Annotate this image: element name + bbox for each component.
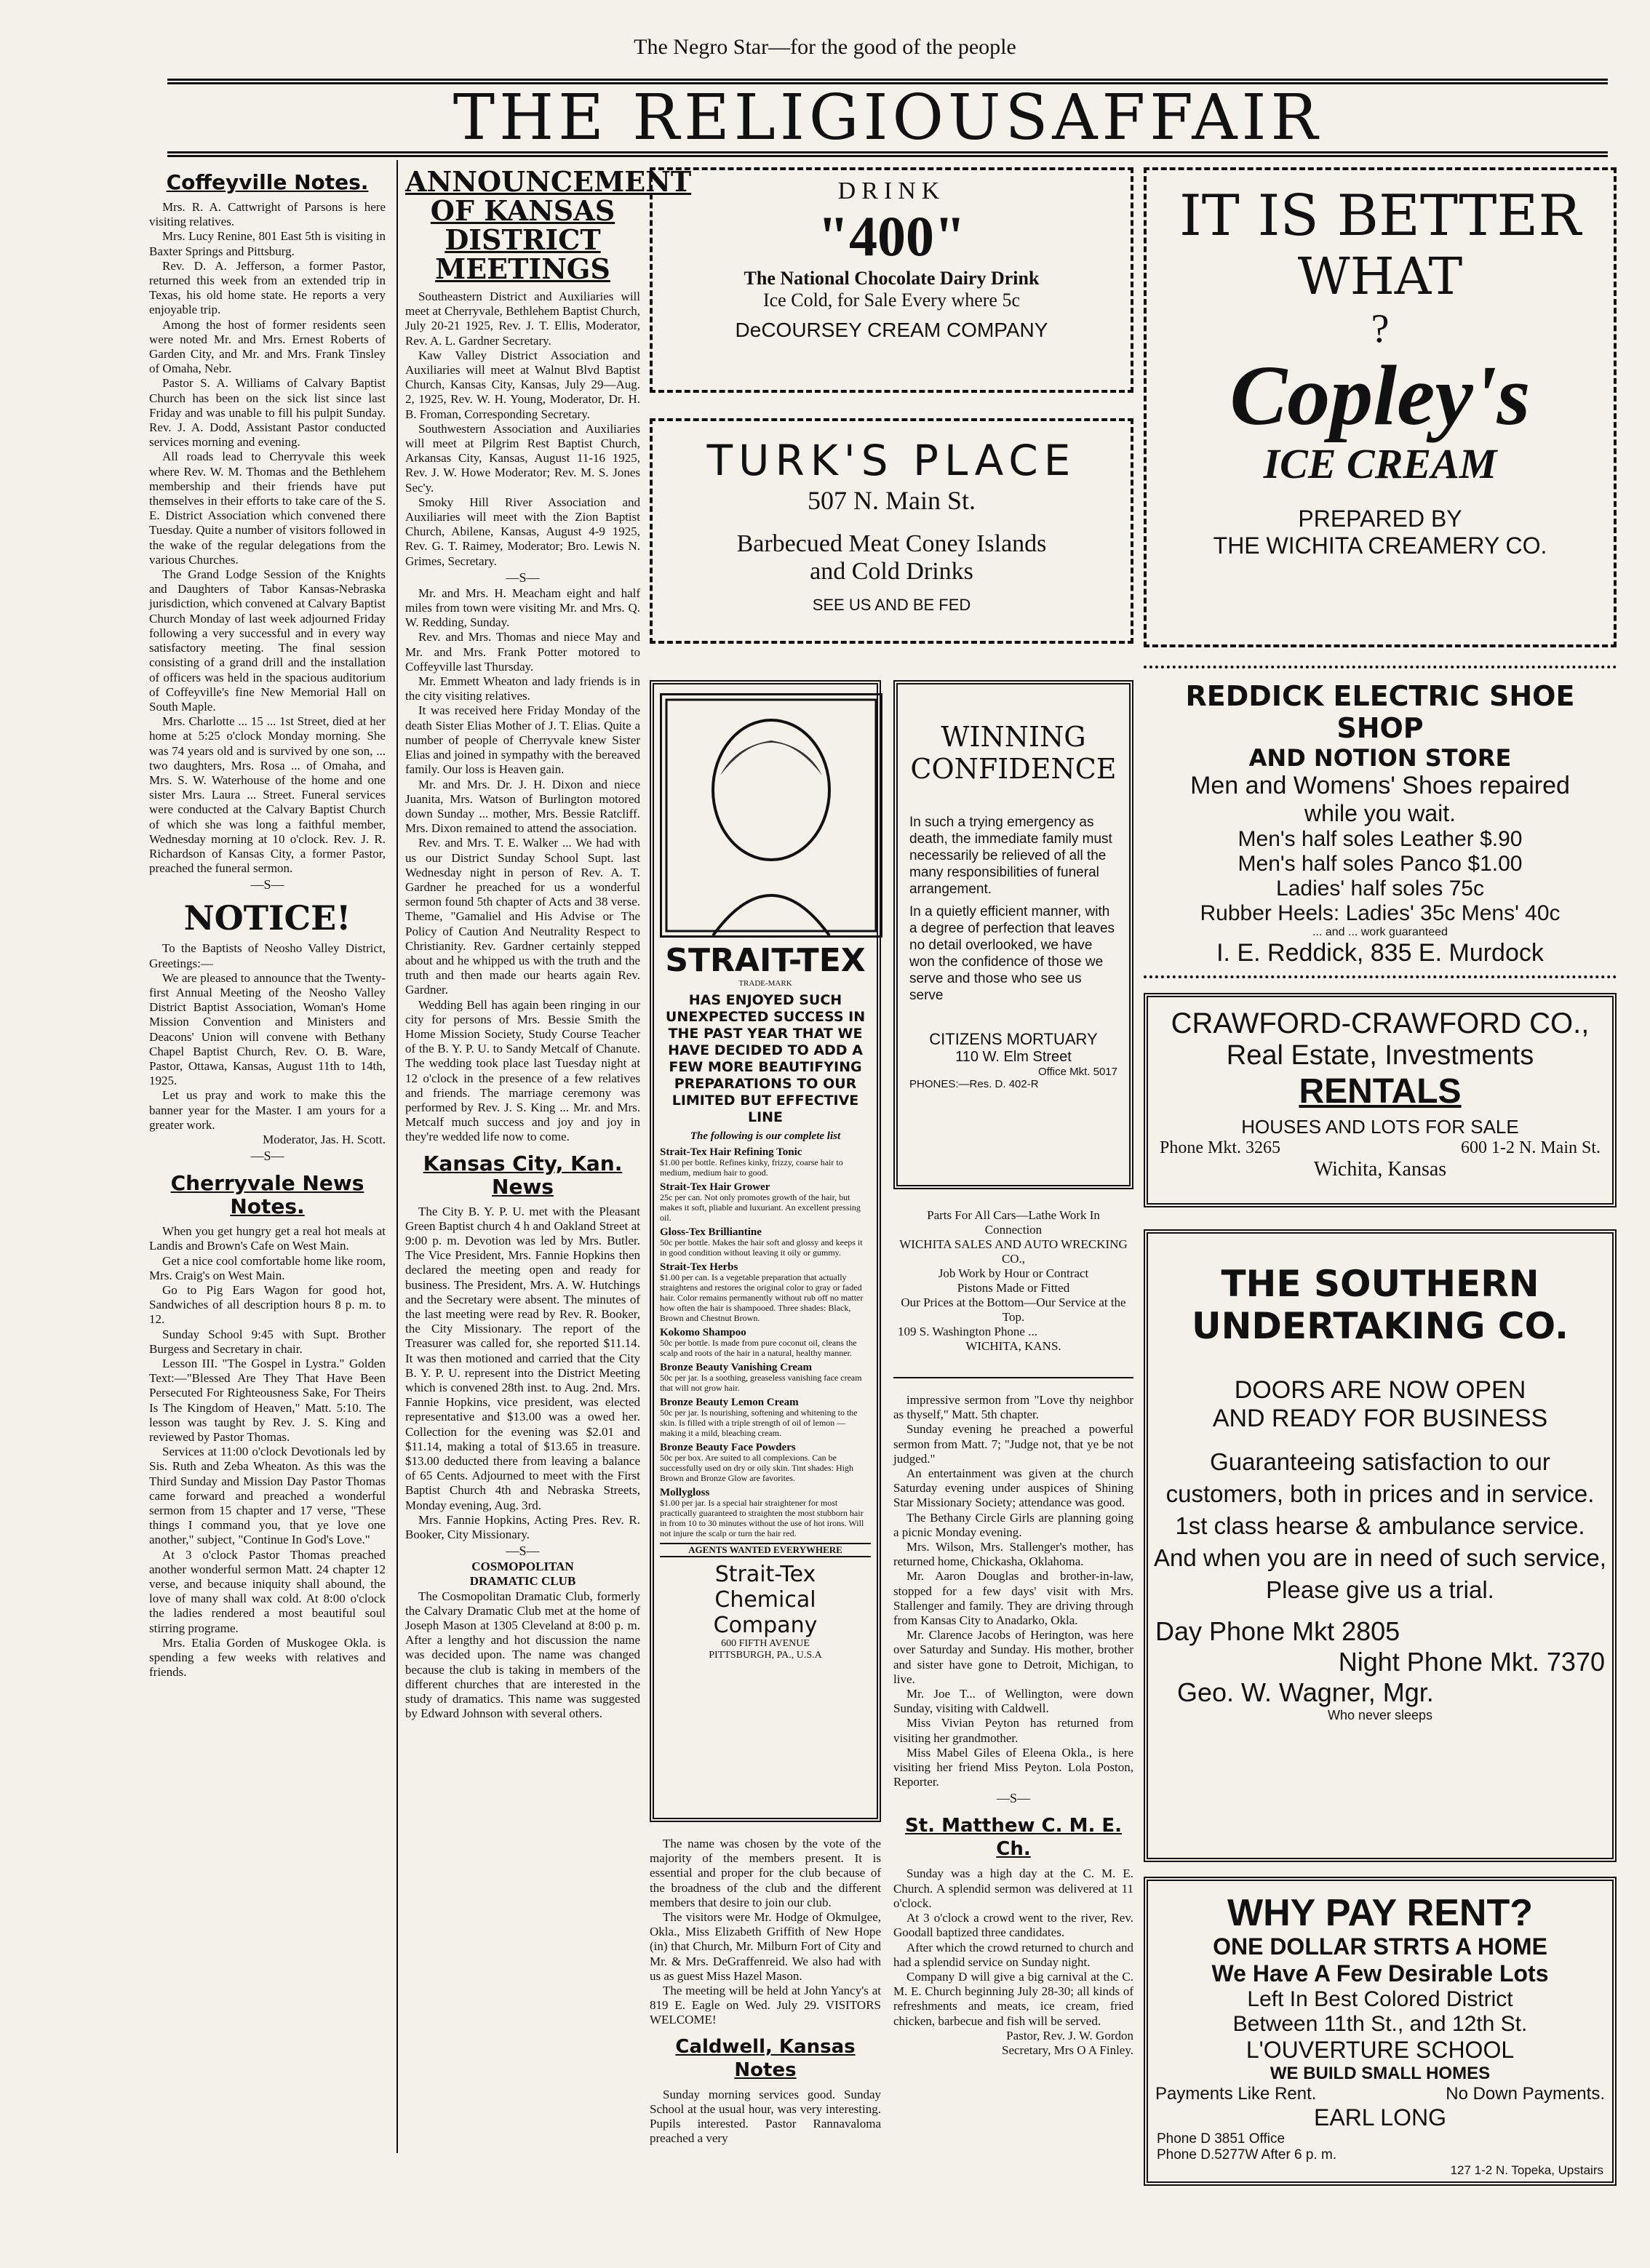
rent-contact-name: EARL LONG xyxy=(1314,2104,1446,2131)
paragraph: Services at 11:00 o'clock Devotionals led by Sis. Ruth and Zeba Wheaton. As this was the Third Sunday and Mission Day Pastor Thomas came forward and preached a wonderful sermon from 15 chapter and 17 verse, "These things I command you, that ye love one another," subject, "Continue In God's Love." xyxy=(149,1445,386,1547)
parts-line: Pistons Made or Fitted xyxy=(957,1281,1070,1295)
paragraph: Mr. Clarence Jacobs of Herington, was here over Saturday and Sunday. His mother, brother and sister have gone to Detroit, Michigan, to live. xyxy=(893,1628,1133,1686)
drink-brand: "400" xyxy=(817,204,966,268)
paragraph: The meeting will be held at John Yancy's at 819 E. Eagle on Wed. July 29. VISITORS WELCOME! xyxy=(650,1984,881,2027)
st-matthew-heading: St. Matthew C. M. E. Ch. xyxy=(904,1815,1123,1861)
reddick-price: Ladies' half soles 75c xyxy=(1276,877,1484,901)
paragraph: The visitors were Mr. Hodge of Okmulgee, Okla., Miss Elizabeth Griffith of New Hope (in) that Church, Mr. Milburn Fort of City and Mr. & Mrs. DeGraffenreid. We also had with us as guest Miss Hazel Mason. xyxy=(650,1910,881,1983)
secretary-signature: Secretary, Mrs O A Finley. xyxy=(1002,2043,1133,2057)
product-desc: 50c per bottle. Is made from pure coconut oil, cleans the scalp and roots of the hair in a natural, healthy manner. xyxy=(660,1338,857,1358)
separator: —S— xyxy=(506,1544,540,1559)
rent-terms: Payments Like Rent. xyxy=(1155,2084,1317,2104)
paragraph: Rev. and Mrs. Thomas and niece May and Mr. and Mrs. Frank Potter motored to Coffeyville last Thursday. xyxy=(405,630,640,674)
product-name: Kokomo Shampoo xyxy=(660,1327,746,1338)
paragraph: Mrs. Etalia Gorden of Muskogee Okla. is spending a few weeks with relatives and friends. xyxy=(149,1635,386,1680)
cosmopolitan-heading: COSMOPOLITAN xyxy=(471,1560,574,1574)
turk-slogan: SEE US AND BE FED xyxy=(812,596,971,614)
rent-line: Between 11th St., and 12th St. xyxy=(1232,2012,1528,2036)
product-name: Strait-Tex Herbs xyxy=(660,1261,738,1273)
paragraph: Mrs. R. A. Cattwright of Parsons is here visiting relatives. xyxy=(149,200,386,229)
crawford-address: 600 1-2 N. Main St. xyxy=(1461,1138,1601,1157)
copley-maker: THE WICHITA CREAMERY CO. xyxy=(1213,532,1547,559)
product-name: Gloss-Tex Brilliantine xyxy=(660,1226,762,1238)
crawford-city: Wichita, Kansas xyxy=(1313,1158,1447,1181)
paragraph: When you get hungry get a real hot meals at Landis and Brown's Cafe on West Main. xyxy=(149,1224,386,1253)
strait-address: 600 FIFTH AVENUE xyxy=(721,1638,810,1649)
strait-list-header: The following is our complete list xyxy=(690,1130,841,1142)
paragraph: Mrs. Fannie Hopkins, Acting Pres. Rev. R. Booker, City Missionary. xyxy=(405,1512,640,1542)
separator: —S— xyxy=(506,570,540,585)
paragraph: Smoky Hill River Association and Auxiliaries will meet with the Zion Baptist Church, Abilene, Kansas, August 4-9 1925, Rev. G. T. Raimey, Moderator; Bro. Lewis N. Grimes, Secretary. xyxy=(405,495,640,568)
crawford-phone: Phone Mkt. 3265 xyxy=(1160,1138,1281,1157)
column-4 xyxy=(893,1393,1133,2193)
winning-heading-2: CONFIDENCE xyxy=(910,753,1117,785)
paragraph: Sunday morning services good. Sunday School at the usual hour, was very interesting. Pupils interested. Pastor Rannavaloma preached a very xyxy=(650,2087,881,2146)
mortuary-phones: PHONES:—Res. D. 402-R xyxy=(909,1078,1039,1090)
paragraph: Sunday School 9:45 with Supt. Brother Burgess and Secretary in chair. xyxy=(149,1327,386,1356)
winning-body-2: In a quietly efficient manner, with a degree of perfection that leaves no detail overlooked, we have won the confidence of those we serve and those who see us serve xyxy=(909,904,1115,1003)
paragraph: Get a nice cool comfortable home like room, Mrs. Craig's on West Main. xyxy=(149,1253,386,1282)
paragraph: Mrs. Charlotte ... 15 ... 1st Street, died at her home at 5:25 o'clock Monday morning. She was 74 years old and is survived by one son, ... two daughters, Mrs. Rosa ... of Omaha, and Mrs. S. W. Waterhouse of the home and one sister Mrs. Laura ... Street. Funeral services were conducted at the Calvary Baptist Church of which she was long a faithful member, Wednesday morning at 10 o'clock. Rev. J. R. Richardson of Kansas City, a former Pastor, preached the funeral sermon. xyxy=(149,714,386,876)
product-item xyxy=(660,1227,871,1258)
product-desc: 50c per jar. Is nourishing, softening and whitening to the skin. Is filled with a triple strength of oil of lemon — making it a mild, bleaching cream. xyxy=(660,1407,858,1438)
product-desc: 50c per jar. Is a soothing, greaseless vanishing face cream that will not grow hair. xyxy=(660,1373,862,1393)
copley-ice-cream: ICE CREAM xyxy=(1263,440,1497,487)
parts-line: Our Prices at the Bottom—Our Service at the Top. xyxy=(901,1295,1126,1324)
paragraph: The name was chosen by the vote of the majority of the members present. It is essential and proper for the club because of the broadness of the club and the different members that desire to join our club. xyxy=(650,1837,881,1909)
paragraph: At 3 o'clock Pastor Thomas preached another wonderful sermon Matt. 24 chapter 12 verse, and because iniquity shall abound, the love of many shall wax cold. At 8:00 o'clock the ladies rendered a most beautiful soul stirring programe. xyxy=(149,1547,386,1635)
turk-name: TURK'S PLACE xyxy=(706,436,1077,485)
southern-open: DOORS ARE NOW OPEN xyxy=(1234,1376,1526,1404)
paragraph: Go to Pig Ears Wagon for good hot, Sandwiches of all description hours 8 p. m. to 12. xyxy=(149,1283,386,1327)
banner-title: THE RELIGIOUSAFFAIR xyxy=(453,81,1323,154)
paragraph: Southwestern Association and Auxiliaries will meet at Pilgrim Rest Baptist Church, Arkansas City, Kansas, August 11-16 1925, Rev. J. W. Howe Moderator; Rev. M. S. Jones Sec'y. xyxy=(405,421,640,495)
coffeyville-body xyxy=(149,200,386,876)
crawford-name: CRAWFORD-CRAWFORD CO., xyxy=(1171,1007,1590,1039)
ad-southern-undertaking xyxy=(1144,1229,1617,1862)
pastor-signature: Pastor, Rev. J. W. Gordon xyxy=(1006,2028,1133,2043)
copley-headline: IT IS BETTER xyxy=(1179,183,1582,249)
paragraph: The Bethany Circle Girls are planning going a picnic Monday evening. xyxy=(893,1510,1133,1539)
paragraph: Sunday was a high day at the C. M. E. Church. A splendid sermon was delivered at 11 o'clock. xyxy=(893,1866,1133,1910)
southern-line: 1st class hearse & ambulance service. xyxy=(1175,1512,1585,1539)
product-item xyxy=(660,1442,871,1483)
parts-address: 109 S. Washington Phone ... xyxy=(898,1325,1037,1338)
rent-line: Left In Best Colored District xyxy=(1247,1987,1513,2011)
parts-line: Job Work by Hour or Contract xyxy=(938,1266,1089,1280)
strait-company-2: Chemical Company xyxy=(713,1587,818,1638)
parts-company: WICHITA SALES AND AUTO WRECKING CO., xyxy=(899,1237,1128,1266)
rent-school: L'OUVERTURE SCHOOL xyxy=(1246,2037,1515,2063)
drink-line: DRINK xyxy=(837,177,946,204)
paragraph: Mr. and Mrs. Dr. J. H. Dixon and niece Juanita, Mrs. Watson of Burlington motored down Sunday ... mother, Mrs. Bessie Ratcliff. Mrs. Dixon remained to attend the association. xyxy=(405,777,640,836)
ad-crawford-real-estate xyxy=(1144,993,1617,1207)
strait-trademark: TRADE-MARK xyxy=(738,979,792,988)
rent-terms-row xyxy=(1148,2084,1612,2104)
winning-body: In such a trying emergency as death, the immediate family must necessarily be relieved of all the many responsibilities of funeral arrangement. xyxy=(909,815,1112,897)
copley-prepared: PREPARED BY xyxy=(1298,506,1462,532)
reddick-price: Men's half soles Leather $.90 xyxy=(1238,827,1523,851)
woman-portrait-icon xyxy=(660,693,882,938)
paragraph: Company D will give a big carnival at the C. M. E. Church beginning July 28-30; all kinds of refreshments and meats, ice cream, fried chicken, barbecue and fish will be served. xyxy=(893,1969,1133,2028)
southern-day-phone: Day Phone Mkt 2805 xyxy=(1155,1616,1400,1646)
southern-line: And when you are in need of such service, Please give us a trial. xyxy=(1154,1544,1606,1603)
separator: —S— xyxy=(250,877,284,893)
masthead: The Negro Star—for the good of the people xyxy=(634,35,1016,59)
dramatic-club-heading: DRAMATIC CLUB xyxy=(469,1574,576,1589)
winning-heading: WINNING xyxy=(941,721,1086,753)
reddick-subtitle: AND NOTION STORE xyxy=(1248,744,1512,772)
paragraph: An entertainment was given at the church Saturday evening under auspices of Shining Star Missionary Society; attendance was good. xyxy=(893,1466,1133,1510)
paragraph: Southeastern District and Auxiliaries will meet at Cherryvale, Bethlehem Baptist Church, July 20-21 1925, Rev. J. T. Ellis, Moderator, Rev. A. L. Gardner Secretary. xyxy=(405,290,640,348)
strait-headline: HAS ENJOYED SUCH UNEXPECTED SUCCESS IN THE PAST YEAR THAT WE HAVE DECIDED TO ADD A FEW MORE BEAUTIFYING PREPARATIONS TO OUR LIMITED BUT EFFECTIVE LINE xyxy=(665,992,866,1125)
crawford-business: Real Estate, Investments xyxy=(1226,1040,1534,1071)
ad-why-pay-rent xyxy=(1144,1877,1617,2186)
reddick-note: ... and ... work guaranteed xyxy=(1312,926,1448,938)
rent-address: 127 1-2 N. Topeka, Upstairs xyxy=(1450,2163,1603,2177)
paragraph: Let us pray and work to make this the banner year for the Master. I am yours for a greater work. xyxy=(149,1088,386,1132)
strait-logo: STRAIT-TEX xyxy=(665,942,866,979)
product-desc: 50c per box. Are suited to all complexions. Can be successfully used on dry or oily skin. Tint shades: High Brown and Bronze Glow are favorites. xyxy=(660,1453,853,1483)
parts-line: Parts For All Cars—Lathe Work In Connection xyxy=(927,1208,1100,1237)
product-name: Bronze Beauty Vanishing Cream xyxy=(660,1362,813,1373)
reddick-price: Men's half soles Panco $1.00 xyxy=(1238,852,1523,876)
ad-drink-400 xyxy=(650,167,1133,393)
paragraph: At 3 o'clock a crowd went to the river, Rev. Goodall baptized three candidates. xyxy=(893,1911,1133,1940)
mortuary-address: 110 W. Elm Street xyxy=(955,1049,1072,1065)
product-item xyxy=(660,1488,871,1538)
strait-agents: AGENTS WANTED EVERYWHERE xyxy=(660,1543,871,1557)
separator: —S— xyxy=(250,1149,284,1164)
column-1 xyxy=(149,164,386,2157)
drink-company: DeCOURSEY CREAM COMPANY xyxy=(735,319,1048,341)
product-desc: $1.00 per jar. Is a special hair straightener for most practically guaranteed to straighten the most stubborn hair in from 10 to 30 minutes without the use of hot irons. Will not injure the scalp or turn the hair red. xyxy=(660,1498,864,1538)
crawford-rentals: RENTALS xyxy=(1299,1072,1462,1111)
paragraph: Rev. D. A. Jefferson, a former Pastor, returned this week from an extended trip in Texas, his old home state. He reports a very enjoyable trip. xyxy=(149,258,386,317)
cherryvale-heading: Cherryvale News Notes. xyxy=(170,1171,364,1219)
southern-open-2: AND READY FOR BUSINESS xyxy=(1212,1405,1548,1432)
paragraph: impressive sermon from "Love thy neighbor as thyself," Matt. 5th chapter. xyxy=(893,1393,1133,1422)
paragraph: Wedding Bell has again been ringing in our city for persons of Mrs. Bessie Smith the Home Mission Society, Study Course Teacher of the B. Y. P. U. to Sandy Metcalf of Chanute. The wedding took place last Tuesday night at 12 o'clock in the presence of a few relatives and friends. The marriage ceremony was performed by Rev. J. S. King ... Mr. and Mrs. Metcalf much success and joy and joy in they're wedded life now to come. xyxy=(405,997,640,1144)
column-3 xyxy=(650,1837,881,2193)
rent-phone-2: Phone D.5277W After 6 p. m. xyxy=(1157,2147,1337,2163)
reddick-name: REDDICK ELECTRIC SHOE SHOP xyxy=(1185,680,1575,744)
rent-phone: Phone D 3851 Office xyxy=(1157,2131,1286,2147)
drink-price: Ice Cold, for Sale Every where 5c xyxy=(762,290,1021,311)
southern-night-phone: Night Phone Mkt. 7370 xyxy=(1338,1647,1605,1677)
paragraph: The Grand Lodge Session of the Knights and Daughters of Tabor Kansas-Nebraska jurisdiction, which convened at Calvary Baptist Church Monday of last week adjourned Friday following a very successful and in every way satisfactory meeting. The final session consisting of a grand drill and the installation of officers was held in the spacious auditorium of Coffeyville's fine New Memorial Hall on South Maple. xyxy=(149,567,386,714)
section-banner xyxy=(167,79,1608,157)
mortuary-name: CITIZENS MORTUARY xyxy=(929,1030,1098,1048)
copley-brand: Copley's xyxy=(1229,348,1531,443)
strait-company: Strait-Tex xyxy=(714,1562,816,1587)
product-item xyxy=(660,1262,871,1323)
product-item xyxy=(660,1397,871,1438)
caldwell-heading: Caldwell, Kansas Notes xyxy=(675,2035,856,2081)
product-desc: $1.00 per bottle. Refines kinky, frizzy, coarse hair to medium, medium hair to good. xyxy=(660,1157,843,1178)
ad-wichita-auto-wrecking xyxy=(893,1204,1133,1378)
paragraph: Lesson III. "The Gospel in Lystra." Golden Text:—"Blessed Are They That Have Been Persecuted For Righteousness Sake, For Theirs Is The Kingdom of Heaven," Matt. 5:10. The lesson was taught by Rev. J. S. King and reviewed by Pastor Thomas. xyxy=(149,1357,386,1445)
ad-citizens-mortuary xyxy=(893,680,1133,1189)
paragraph: Rev. and Mrs. T. E. Walker ... We had with us our District Sunday School Supt. last Wednesday night in person of Rev. A. T. Gardner he preached for us a wonderful sermon found 5th chapter of Acts and 38 verse. Theme, "Gamaliel and His Advise or The Policy of Caution And Neutrality Respect to Christianity. Rev. Gardner certainly stepped about and he whipped us with the truth and the truth and then made our hearts again Rev. Gardner. xyxy=(405,836,640,997)
southern-line: Guaranteeing satisfaction to our customers, both in prices and in service. xyxy=(1165,1448,1595,1507)
notice-heading: NOTICE! xyxy=(183,898,351,938)
rent-small-homes: WE BUILD SMALL HOMES xyxy=(1270,2064,1491,2083)
copley-question: ? xyxy=(1371,306,1390,351)
separator: —S— xyxy=(996,1791,1030,1806)
paragraph: After which the crowd returned to church and had a splendid service on Sunday night. xyxy=(893,1940,1133,1969)
mortuary-office: Office Mkt. 5017 xyxy=(1038,1066,1117,1078)
paragraph: Mr. Joe T... of Wellington, were down Sunday, visiting with Caldwell. xyxy=(893,1687,1133,1716)
paragraph: Miss Mabel Giles of Eleena Okla., is here visiting her friend Miss Peyton. Lola Poston, Reporter. xyxy=(893,1745,1133,1789)
product-desc: $1.00 per can. Is a vegetable preparation that actually straightens and restores the original color to gray or faded hair. Color remains permanently without rub off no matter how often the hair is shampooed. Three shades: Black, Brown and Chestnut Brown. xyxy=(660,1272,864,1323)
crawford-contact-row xyxy=(1148,1138,1612,1158)
southern-name: THE SOUTHERN xyxy=(1221,1263,1539,1305)
ad-turks-place xyxy=(650,418,1133,644)
reddick-address: I. E. Reddick, 835 E. Murdock xyxy=(1216,939,1544,967)
paragraph: To the Baptists of Neosho Valley District, Greetings:— xyxy=(149,941,386,970)
rent-line: ONE DOLLAR STRTS A HOME xyxy=(1213,1933,1547,1960)
paragraph: Mrs. Lucy Renine, 801 East 5th is visiting in Baxter Springs and Pittsburg. xyxy=(149,229,386,258)
paragraph: The Cosmopolitan Dramatic Club, formerly the Calvary Dramatic Club met at the home of Joseph Mason at 1305 Cleveland at 8:00 p. m. After a lengthy and hot discussion the name was decided upon. The name was changed because the club is taking in members of the different churches that are interested in the study of dramatics. This name was suggested by Edward Johnson with several others. xyxy=(405,1589,640,1721)
kansas-city-heading: Kansas City, Kan. News xyxy=(423,1151,623,1199)
announcement-heading: ANNOUNCEMENT OF KANSAS DISTRICT MEETINGS xyxy=(405,165,692,285)
copley-headline-2: WHAT xyxy=(1297,247,1463,306)
paragraph: The City B. Y. P. U. met with the Pleasant Green Baptist church 4 h and Oakland Street at 9:00 p. m. Devotion was led by Mrs. Butler. The Vice President, Mrs. Fannie Hopkins then declared the meeting open and ready for business. The President, Mrs. A. W. Hutchings and the Secretary were absent. The minutes of the last meeting were read by Rev. R. Booker, the City Missionary. The report of the Treasurer was called for, she reported $11.14. It was then motioned and carried that the City B. Y. P. U. represent into the District Meeting which is convened 28th inst. to Aug. 2nd. Mrs. Fannie Hopkins, vice president, was elected representative and $13.00 was a owed her. Collection for the evening was $2.01 and $11.14, making a total of $13.65 in treasure. $13.00 deducted there from leaving a balance of 65 Cents. Adjourned to meet with the First Baptist Church 4th and Nebraska Streets, Monday evening, Aug. 3rd. xyxy=(405,1204,640,1512)
product-name: Strait-Tex Hair Refining Tonic xyxy=(660,1146,802,1158)
strait-address-2: PITTSBURGH, PA., U.S.A xyxy=(709,1650,822,1661)
reddick-line: while you wait. xyxy=(1304,800,1456,826)
paragraph: Mrs. Wilson, Mrs. Stallenger's mother, has returned home, Chickasha, Oklahoma. xyxy=(893,1540,1133,1569)
product-name: Bronze Beauty Lemon Cream xyxy=(660,1397,799,1408)
drink-tagline: The National Chocolate Dairy Drink xyxy=(744,268,1040,289)
product-name: Mollygloss xyxy=(660,1487,710,1498)
coffeyville-heading: Coffeyville Notes. xyxy=(166,170,369,194)
rent-line: We Have A Few Desirable Lots xyxy=(1211,1960,1549,1987)
product-name: Bronze Beauty Face Powders xyxy=(660,1442,796,1453)
ad-reddick-shoe-shop xyxy=(1144,666,1617,978)
product-item xyxy=(660,1362,871,1393)
product-item xyxy=(660,1147,871,1178)
ad-strait-tex xyxy=(650,680,881,1822)
southern-name-2: UNDERTAKING CO. xyxy=(1191,1305,1569,1347)
reddick-line: Men and Womens' Shoes repaired xyxy=(1190,772,1570,799)
paragraph: Miss Vivian Peyton has returned from visiting her grandmother. xyxy=(893,1716,1133,1745)
paragraph: All roads lead to Cherryvale this week where Rev. W. M. Thomas and the Bethlehem membership and their friends have put themselves in their efforts to take care of the S. E. District Association which convened there Tuesday. Quite a number of visitors followed in the wake of the regular delegations from the various Churches. xyxy=(149,450,386,567)
paragraph: Among the host of former residents seen were noted Mr. and Mrs. Ernest Roberts of Garden City, and Mr. and Mrs. Frank Tinsley of Omaha, Nebr. xyxy=(149,317,386,376)
turk-address: 507 N. Main St. xyxy=(807,486,976,515)
product-item xyxy=(660,1182,871,1223)
paragraph: Mr. Emmett Wheaton and lady friends is in the city visiting relatives. xyxy=(405,674,640,703)
notice-signature: Moderator, Jas. H. Scott. xyxy=(263,1132,386,1146)
turk-menu: Barbecued Meat Coney Islands xyxy=(736,530,1047,557)
product-item xyxy=(660,1327,871,1358)
paragraph: Pastor S. A. Williams of Calvary Baptist Church has been on the sick list since last Friday and was unable to fill his pulpit Sunday. Rev. J. A. Dodd, Assistant Pastor conducted services morning and evening. xyxy=(149,376,386,450)
product-desc: 50c per bottle. Makes the hair soft and glossy and keeps it in good condition without leaving it oily or gummy. xyxy=(660,1237,863,1258)
paragraph: Sunday evening he preached a powerful sermon from Matt. 7; "Judge not, that ye be not judged." xyxy=(893,1422,1133,1466)
product-name: Strait-Tex Hair Grower xyxy=(660,1181,770,1193)
paragraph: It was received here Friday Monday of the death Sister Elias Mother of J. T. Elias. Quite a number of people of Cherryvale knew Sister Elias and joined in sympathy with the bereaved family. Our loss is Heaven gain. xyxy=(405,703,640,777)
paragraph: We are pleased to announce that the Twenty-first Annual Meeting of the Neosho Valley District Baptist Association, Woman's Home Mission Convention and Ministers and Deacons' Union will convene with Bethany Chapel Baptist Church, Rev. O. B. Ware, Pastor, Ottawa, Kansas, August 11th to 14th, 1925. xyxy=(149,970,386,1088)
southern-manager: Geo. W. Wagner, Mgr. xyxy=(1177,1677,1434,1707)
ad-copleys-ice-cream xyxy=(1144,167,1617,647)
parts-city: WICHITA, KANS. xyxy=(965,1339,1061,1353)
paragraph: Mr. Aaron Douglas and brother-in-law, stopped for a few days' visit with Mrs. Stallenger and family. They are driving through from Kansas City to Anadarko, Okla. xyxy=(893,1569,1133,1628)
turk-menu-2: and Cold Drinks xyxy=(810,558,973,585)
paragraph: Mr. and Mrs. H. Meacham eight and half miles from town were visiting Mr. and Mrs. Q. W. Redding, Sunday. xyxy=(405,586,640,630)
product-desc: 25c per can. Not only promotes growth of the hair, but makes it soft, pliable and luxuriant. An excellent pressing oil. xyxy=(660,1192,861,1223)
rent-terms-2: No Down Payments. xyxy=(1446,2084,1605,2104)
southern-note: Who never sleeps xyxy=(1327,1708,1433,1722)
rent-headline: WHY PAY RENT? xyxy=(1227,1892,1533,1934)
crawford-offer: HOUSES AND LOTS FOR SALE xyxy=(1241,1116,1519,1138)
reddick-price: Rubber Heels: Ladies' 35c Mens' 40c xyxy=(1200,901,1561,925)
paragraph: Kaw Valley District Association and Auxiliaries will meet at Walnut Blvd Baptist Church, Kansas City, Kansas, July 29—Aug. 2, 1925, Rev. W. H. Young, Moderator, Dr. H. B. Froman, Corresponding Secretary. xyxy=(405,348,640,421)
